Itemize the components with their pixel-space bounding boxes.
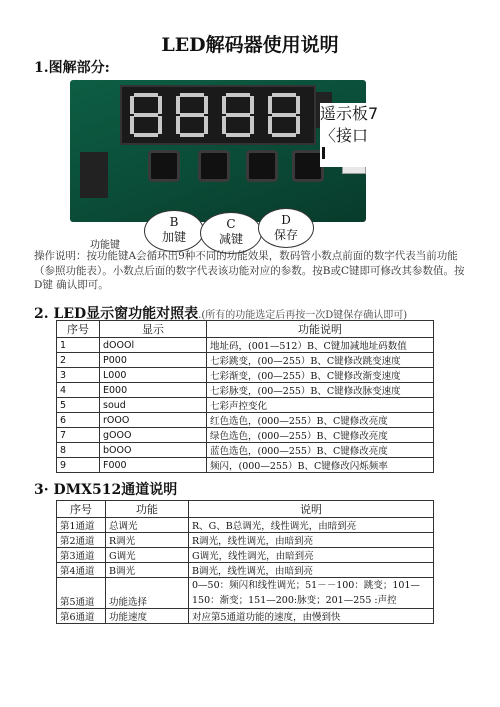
cell-channel: 第2通道 [57,533,106,548]
led-function-table [56,320,434,473]
dmx-channel-table [56,500,434,624]
cell-channel: 第4通道 [57,563,106,578]
cell-desc: 对应第5通道功能的速度，由慢到快 [189,609,434,624]
cell-desc: 地址码，(001—512）B、C键加减地址码数值 [207,338,434,353]
cell-no: 3 [57,368,100,383]
cell-desc: 0—50：频闪和线性调光；51－－100：跳变；101—150：渐变；151—200:脉变；201—255 :声控 [189,578,434,609]
cell-no: 2 [57,353,100,368]
table-row [57,458,434,473]
page-title: LED解码器使用说明 [161,34,339,56]
section2-note: .(所有的功能选定后再按一次D键保存确认即可) [198,310,408,321]
section2-heading: 2. LED显示窗功能对照表.(所有的功能选定后再按一次D键保存确认即可) [34,306,408,322]
section1-heading: 1.图解部分: [34,60,110,76]
cell-desc: 七彩渐变，(00—255）B、C键修改渐变速度 [207,368,434,383]
cell-no: 7 [57,428,100,443]
button-a [148,150,180,182]
table-row [57,368,434,383]
cell-desc: 七彩跳变，(00—255）B、C键修改跳变速度 [207,353,434,368]
cell-channel: 第3通道 [57,548,106,563]
led-digit [220,93,258,137]
table-header [57,501,434,518]
cell-desc: 绿色选色，(000—255）B、C键修改亮度 [207,428,434,443]
table-row [57,428,434,443]
cell-display: rOOO [100,413,207,428]
table-row [57,353,434,368]
table-row [57,443,434,458]
col-header: 说明 [189,501,434,518]
cell-no: 6 [57,413,100,428]
table-row [57,548,434,563]
led-digit [128,93,166,137]
cell-display: gOOO [100,428,207,443]
col-header: 序号 [57,501,106,518]
cell-display: soud [100,398,207,413]
cell-desc: 七彩脉变，(00—255）B、C键修改脉变速度 [207,383,434,398]
cell-display: P000 [100,353,207,368]
cell-func: B调光 [106,563,189,578]
col-header: 显示 [100,321,207,338]
cell-no: 1 [57,338,100,353]
button-b [198,150,230,182]
cell-desc: 频闪，(000—255）B、C键修改闪烁频率 [207,458,434,473]
bubble-c: C 减键 [200,212,262,254]
led-digit [174,93,212,137]
table-header [57,321,434,338]
cell-channel: 第6通道 [57,609,106,624]
cell-display: dOOOl [100,338,207,353]
operation-instructions: 操作说明：按功能键A会循环出9种不同的功能效果，数码管小数点前面的数字代表当前功能（参照功能表）。小数点后面的数字代表该功能对应的参数。按B或C键即可修改其参数值。按D键 确认即可。 [34,250,465,291]
table-row [57,413,434,428]
col-header: 功能 [106,501,189,518]
cell-no: 8 [57,443,100,458]
cell-desc: B调光，线性调光，由暗到亮 [189,563,434,578]
table-row [57,578,434,609]
led-digit [266,93,304,137]
cell-func: 功能选择 [106,578,189,609]
cell-no: 9 [57,458,100,473]
table-row [57,518,434,533]
section3-heading: 3· DMX512通道说明 [34,482,178,498]
table-row [57,398,434,413]
cell-display: bOOO [100,443,207,458]
cell-no: 5 [57,398,100,413]
col-header: 功能说明 [207,321,434,338]
table-row [57,563,434,578]
cell-no: 4 [57,383,100,398]
cell-func: G调光 [106,548,189,563]
table-row [57,609,434,624]
cell-desc: G调光，线性调光，由暗到亮 [189,548,434,563]
interface-note: 遥示板7 〈接口 [320,103,386,167]
cell-desc: R调光，线性调光，由暗到亮 [189,533,434,548]
cell-channel: 第5通道 [57,578,106,609]
button-c [246,150,278,182]
cell-desc: 蓝色选色，(000—255）B、C键修改亮度 [207,443,434,458]
table-row [57,383,434,398]
cell-desc: 七彩声控变化 [207,398,434,413]
cell-desc: 红色选色，(000—255）B、C键修改亮度 [207,413,434,428]
cell-channel: 第1通道 [57,518,106,533]
cell-display: L000 [100,368,207,383]
cell-func: 功能速度 [106,609,189,624]
function-key-label: 功能键 [90,240,120,251]
led-display [120,85,316,145]
cell-func: 总调光 [106,518,189,533]
bubble-d: D 保存 [258,208,314,248]
cell-display: E000 [100,383,207,398]
table-row [57,533,434,548]
cell-desc: R、G、B总调光，线性调光，由暗到亮 [189,518,434,533]
ic-chip [80,152,108,198]
col-header: 序号 [57,321,100,338]
cell-func: R调光 [106,533,189,548]
bubble-b: B 加键 [144,210,204,252]
cell-display: F000 [100,458,207,473]
table-row [57,338,434,353]
